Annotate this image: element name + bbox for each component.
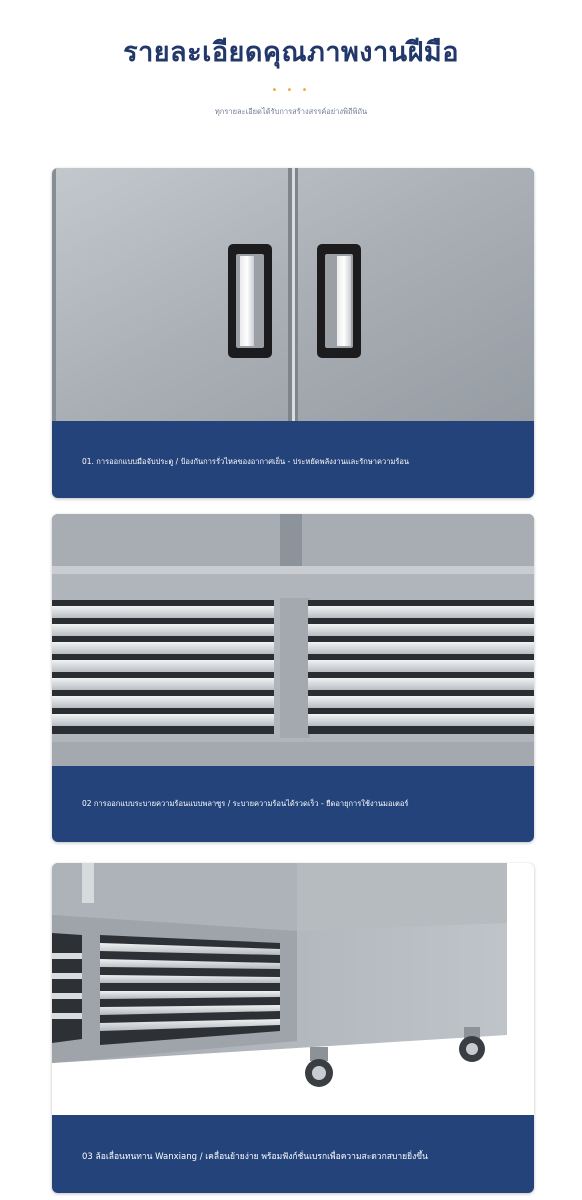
- card-caption-01: 01. การออกแบบมือจับประตู / ป้องกันการรั่วไหลของอากาศเย็น - ประหยัดพลังงานและรักษาความร้อน: [82, 457, 410, 466]
- decorative-dots: • • •: [271, 85, 311, 96]
- card-caption-03: 03 ล้อเลื่อนทนทาน Wanxiang / เคลื่อนย้ายง่าย พร้อมฟังก์ชั่นเบรกเพื่อความสะดวกสบายยิ่งขึ้น: [82, 1152, 428, 1162]
- detail-card-casters: [52, 863, 534, 1193]
- casters-photo: [52, 863, 534, 1115]
- door-handles-photo: [52, 168, 534, 421]
- ventilation-grille-image: [52, 514, 534, 766]
- ventilation-photo: [52, 514, 534, 766]
- detail-card-ventilation: [52, 514, 534, 842]
- detail-card-door-handles: [52, 168, 534, 498]
- caster-wheels-image: [52, 863, 534, 1115]
- door-handles-image: [52, 168, 534, 421]
- page-subtitle: ทุกรายละเอียดได้รับการสร้างสรรค์อย่างพิถีพิถัน: [214, 107, 368, 116]
- header: [0, 0, 582, 160]
- page-title: รายละเอียดคุณภาพงานฝีมือ: [123, 37, 459, 68]
- card-caption-02: 02 การออกแบบระบายความร้อนแบบพลาซูร / ระบายความร้อนได้รวดเร็ว - ยืดอายุการใช้งานมอเตอร์: [82, 799, 409, 808]
